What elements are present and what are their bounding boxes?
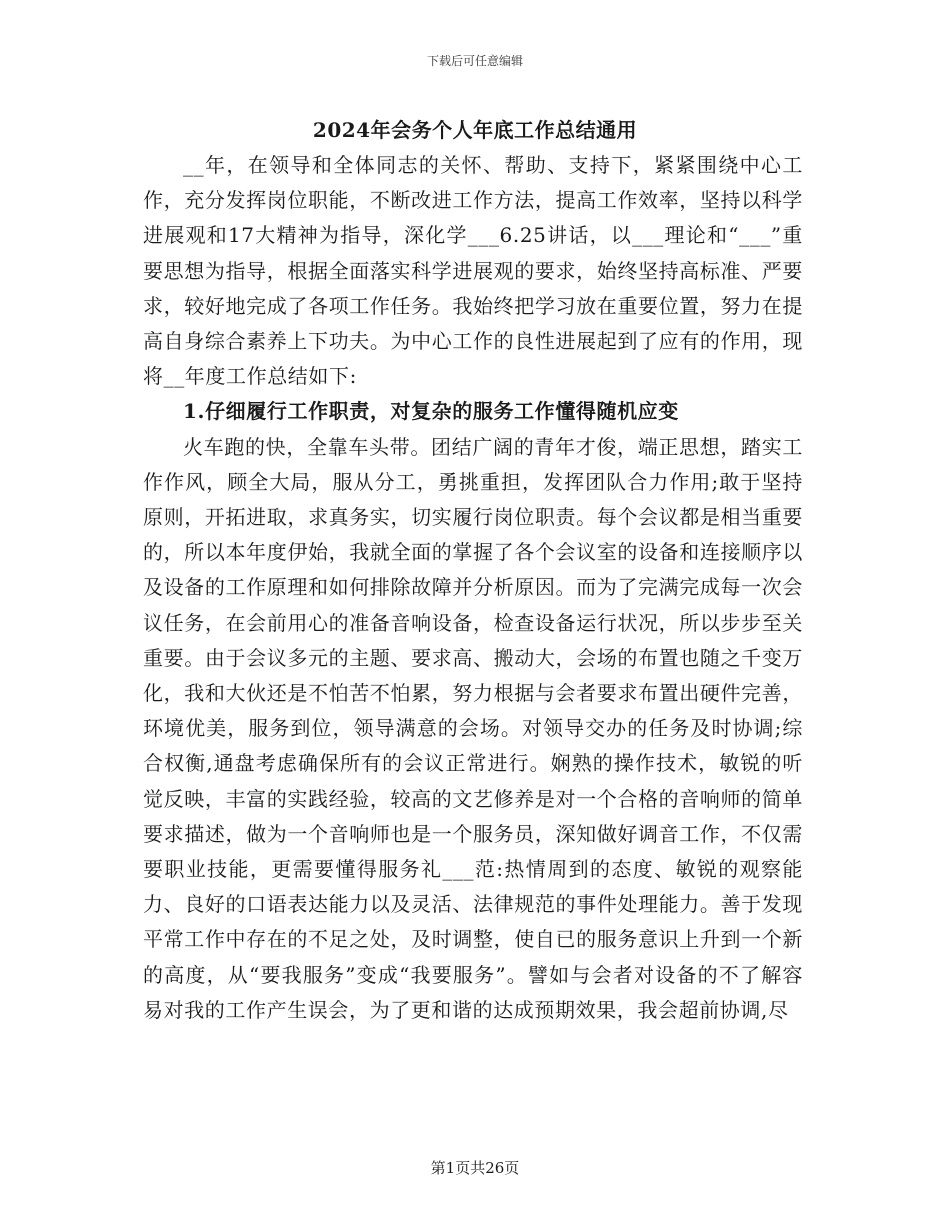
header-note: 下载后可任意编辑 (426, 54, 523, 68)
document-body (143, 148, 803, 1028)
intro-paragraph: __年，在领导和全体同志的关怀、帮助、支持下，紧紧围绕中心工作，充分发挥岗位职能，不断改进工作方法，提高工作效率，坚持以科学进展观和17大精神为指导，深化学___6.25讲话，以___理论和“___”重要思想为指导，根据全面落实科学进展观的要求，始终坚持高标准、严要求，较好地完成了各项工作任务。我始终把学习放在重要位置，努力在提高自身综合素养上下功夫。为中心工作的良性进展起到了应有的作用，现将__年度工作总结如下: (143, 153, 803, 389)
section-paragraph: 火车跑的快，全靠车头带。团结广阔的青年才俊，端正思想，踏实工作作风，顾全大局，服从分工，勇挑重担，发挥团队合力作用;敢于坚持原则，开拓进取，求真务实，切实履行岗位职责。每个会议都是相当重要的，所以本年度伊始，我就全面的掌握了各个会议室的设备和连接顺序以及设备的工作原理和如何排除故障并分析原因。而为了完满完成每一次会议任务，在会前用心的准备音响设备，检查设备运行状况，所以步步至关重要。由于会议多元的主题、要求高、搬动大，会场的布置也随之千变万化，我和大伙还是不怕苦不怕累，努力根据与会者要求布置出硬件完善，环境优美，服务到位，领导满意的会场。对领导交办的任务及时协调;综合权衡,通盘考虑确保所有的会议正常进行。娴熟的操作技术，敏锐的听觉反映，丰富的实践经验，较高的文艺修养是对一个合格的音响师的简单要求描述，做为一个音响师也是一个服务员，深知做好调音工作，不仅需要职业技能，更需要懂得服务礼___范:热情周到的态度、敏锐的观察能力、良好的口语表达能力以及灵活、法律规范的事件处理能力。善于发现平常工作中存在的不足之处，及时调整，使自已的服务意识上升到一个新的高度，从“要我服务”变成“我要服务”。譬如与会者对设备的不了解容易对我的工作产生误会，为了更和谐的达成预期效果，我会超前协调,尽 (143, 434, 803, 1022)
page-footer: 第1页共26页 (430, 1159, 520, 1177)
section-heading: 1.仔细履行工作职责，对复杂的服务工作懂得随机应变 (183, 399, 679, 424)
document-title: 2024年会务个人年底工作总结通用 (312, 118, 638, 142)
